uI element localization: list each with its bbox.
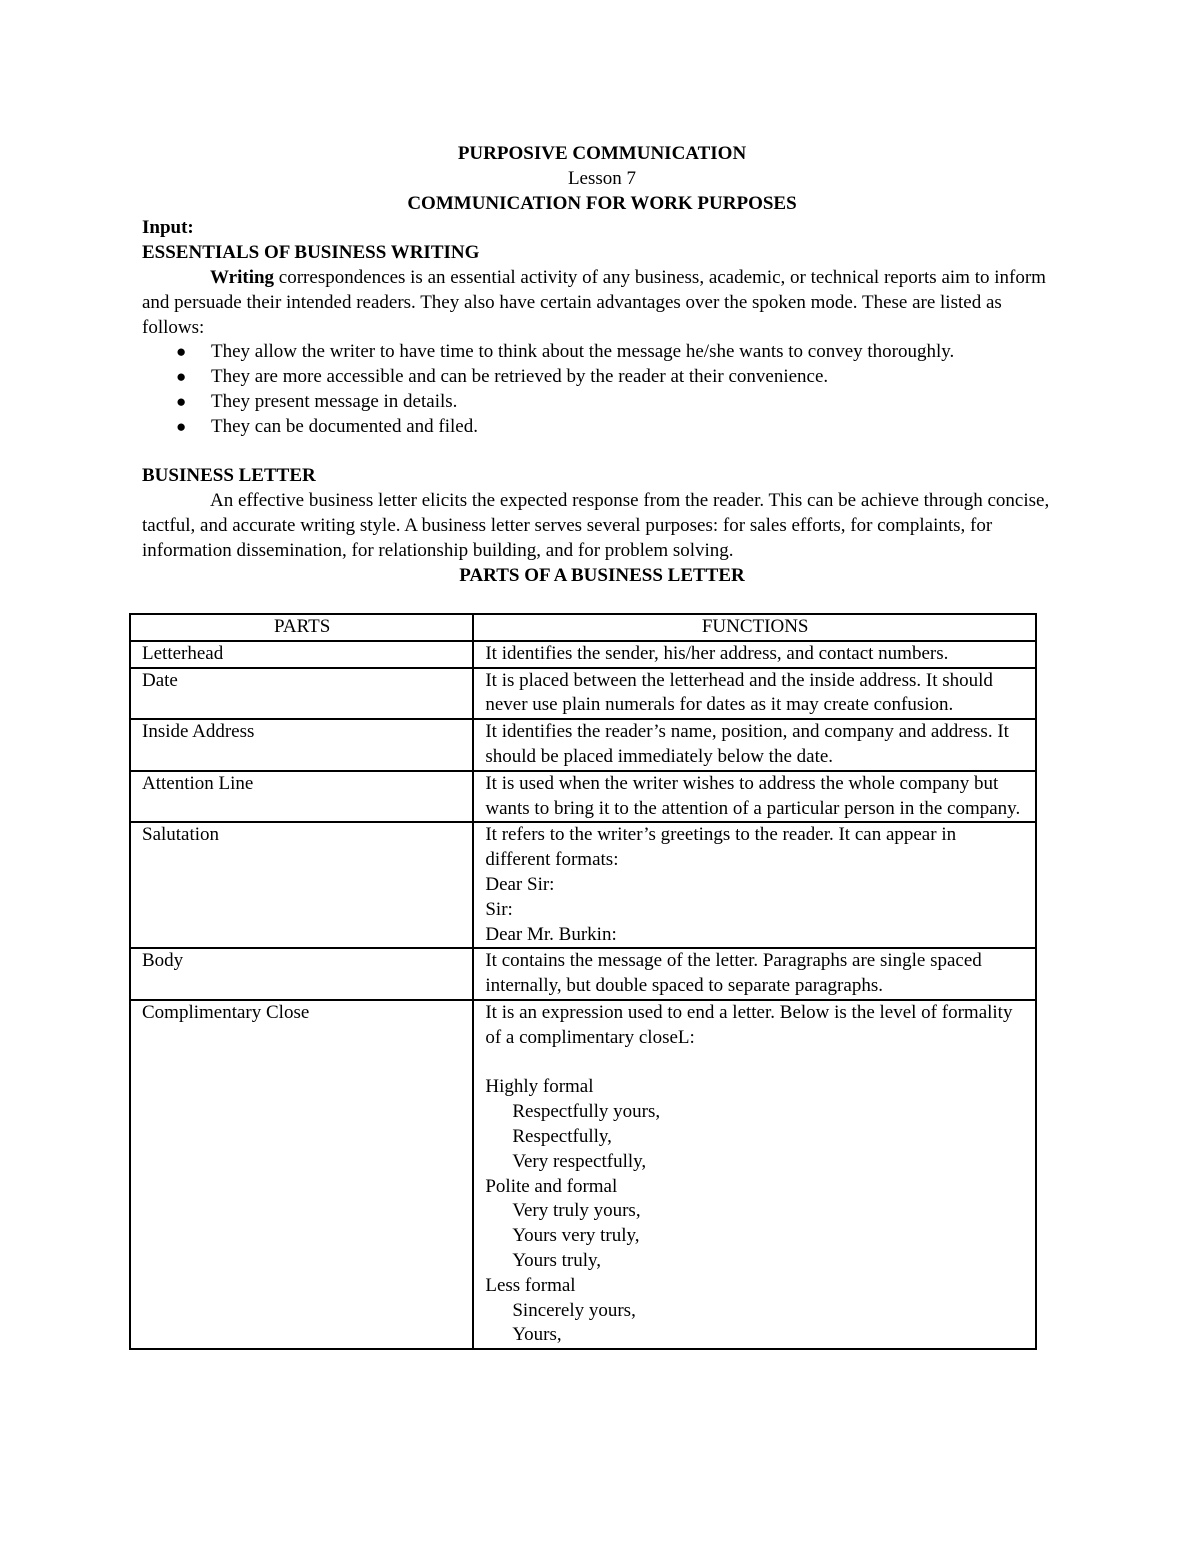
- table-row: [130, 668, 1036, 720]
- part-cell: Inside Address: [130, 719, 473, 771]
- bullet-icon: ●: [176, 367, 187, 387]
- function-cell: It identifies the reader’s name, position, and company and address. It should be placed immediately below the date.: [473, 719, 1036, 771]
- list-item-text: They present message in details.: [211, 390, 458, 412]
- table-row: [130, 719, 1036, 771]
- part-cell: Complimentary Close: [130, 1000, 473, 1349]
- bullet-icon: ●: [176, 391, 187, 411]
- document-page: [142, 142, 1062, 588]
- advantages-list: [142, 340, 1062, 439]
- document-title: PURPOSIVE COMMUNICATION: [457, 143, 747, 164]
- close-example: Very truly yours,: [512, 1200, 641, 1222]
- table-row: [130, 822, 1036, 948]
- list-item: [142, 365, 1062, 390]
- table-row: [130, 948, 1036, 1000]
- function-cell: [473, 1000, 1036, 1349]
- essentials-text: correspondences is an essential activity of any business, academic, or technical reports aim to inform and persuade their intended readers. They also have certain advantages over the spoken mode. These are listed as follows:: [142, 266, 1046, 338]
- spacer: [142, 440, 1062, 465]
- function-text: It is an expression used to end a letter. Below is the level of formality of a complimentary closeL:: [485, 1001, 1013, 1048]
- close-example: Yours truly,: [512, 1249, 602, 1271]
- close-example: Sincerely yours,: [512, 1299, 636, 1321]
- essentials-paragraph: [142, 266, 1062, 340]
- close-example: Respectfully yours,: [512, 1101, 661, 1123]
- business-letter-heading: BUSINESS LETTER: [142, 465, 316, 487]
- close-example: Yours very truly,: [512, 1225, 640, 1247]
- column-header-functions: FUNCTIONS: [473, 614, 1036, 641]
- salutation-example: Sir:: [485, 898, 513, 920]
- table-row: [130, 641, 1036, 668]
- formality-level: Less formal: [485, 1274, 576, 1296]
- bullet-icon: ●: [176, 416, 187, 436]
- list-item: [142, 415, 1062, 440]
- blank-line: [485, 1051, 1025, 1076]
- list-item-text: They are more accessible and can be retrieved by the reader at their convenience.: [211, 366, 829, 388]
- part-cell: Attention Line: [130, 771, 473, 823]
- essentials-heading: ESSENTIALS OF BUSINESS WRITING: [142, 242, 480, 264]
- list-item: [142, 390, 1062, 415]
- formality-level: Polite and formal: [485, 1175, 618, 1197]
- close-example: Very respectfully,: [512, 1150, 647, 1172]
- business-letter-paragraph: An effective business letter elicits the expected response from the reader. This can be achieve through concise, tactful, and accurate writing style. A business letter serves several purposes: for sales efforts, for complaints, for information dissemination, for relationship building, and for problem solving.: [142, 490, 1050, 561]
- function-cell: It identifies the sender, his/her address, and contact numbers.: [473, 641, 1036, 668]
- table-title: PARTS OF A BUSINESS LETTER: [459, 564, 745, 586]
- input-label: Input:: [142, 217, 194, 239]
- salutation-example: Dear Sir:: [485, 873, 555, 895]
- bullet-icon: ●: [176, 342, 187, 362]
- table-row: [130, 771, 1036, 823]
- salutation-example: Dear Mr. Burkin:: [485, 923, 617, 945]
- function-cell: [473, 822, 1036, 948]
- lesson-number: Lesson 7: [567, 167, 637, 189]
- part-cell: Body: [130, 948, 473, 1000]
- function-text: It refers to the writer’s greetings to the reader. It can appear in different formats:: [485, 824, 957, 871]
- formality-level: Highly formal: [485, 1076, 594, 1098]
- table-header-row: [130, 614, 1036, 641]
- part-cell: Letterhead: [130, 641, 473, 668]
- function-cell: It is placed between the letterhead and the inside address. It should never use plain numerals for dates as it may create confusion.: [473, 668, 1036, 720]
- close-example: Yours,: [512, 1324, 562, 1346]
- part-cell: Date: [130, 668, 473, 720]
- close-example: Respectfully,: [512, 1125, 612, 1147]
- function-cell: It is used when the writer wishes to address the whole company but wants to bring it to the attention of a particular person in the company.: [473, 771, 1036, 823]
- essentials-lead-word: Writing: [210, 266, 275, 288]
- table-row: [130, 1000, 1036, 1349]
- parts-table: [129, 613, 1037, 1350]
- function-cell: It contains the message of the letter. Paragraphs are single spaced internally, but double spaced to separate paragraphs.: [473, 948, 1036, 1000]
- list-item: [142, 340, 1062, 365]
- part-cell: Salutation: [130, 822, 473, 948]
- lesson-subtitle: COMMUNICATION FOR WORK PURPOSES: [407, 192, 797, 214]
- list-item-text: They allow the writer to have time to think about the message he/she wants to convey thoroughly.: [211, 341, 955, 363]
- column-header-parts: PARTS: [130, 614, 473, 641]
- list-item-text: They can be documented and filed.: [211, 415, 478, 437]
